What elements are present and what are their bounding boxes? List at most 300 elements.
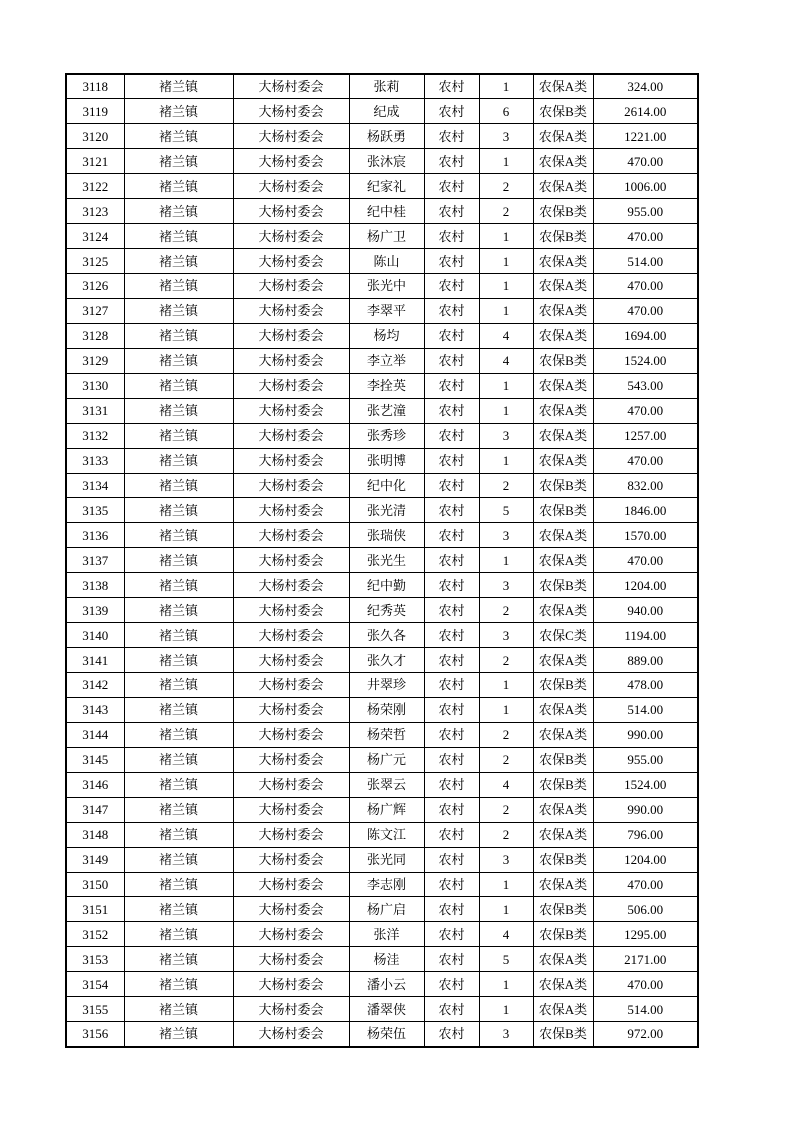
cell-town: 褚兰镇 — [124, 348, 233, 373]
cell-town: 褚兰镇 — [124, 548, 233, 573]
cell-person-count: 2 — [479, 797, 533, 822]
table-row — [66, 847, 698, 872]
table-row — [66, 323, 698, 348]
cell-household-type: 农村 — [424, 323, 479, 348]
cell-village-committee: 大杨村委会 — [233, 548, 349, 573]
cell-town: 褚兰镇 — [124, 249, 233, 274]
cell-sequence-number: 3124 — [66, 224, 124, 249]
cell-village-committee: 大杨村委会 — [233, 972, 349, 997]
cell-village-committee: 大杨村委会 — [233, 473, 349, 498]
cell-person-count: 2 — [479, 473, 533, 498]
cell-person-count: 3 — [479, 623, 533, 648]
cell-household-type: 农村 — [424, 174, 479, 199]
table-row — [66, 598, 698, 623]
cell-amount: 1846.00 — [593, 498, 698, 523]
cell-village-committee: 大杨村委会 — [233, 523, 349, 548]
cell-person-name: 纪成 — [349, 99, 424, 124]
cell-household-type: 农村 — [424, 249, 479, 274]
cell-village-committee: 大杨村委会 — [233, 772, 349, 797]
table-row — [66, 74, 698, 99]
table-row — [66, 573, 698, 598]
cell-person-name: 杨跃勇 — [349, 124, 424, 149]
cell-village-committee: 大杨村委会 — [233, 423, 349, 448]
cell-insurance-class: 农保B类 — [533, 99, 593, 124]
table-row — [66, 897, 698, 922]
cell-insurance-class: 农保A类 — [533, 423, 593, 448]
cell-household-type: 农村 — [424, 398, 479, 423]
table-row — [66, 473, 698, 498]
cell-person-count: 1 — [479, 897, 533, 922]
cell-amount: 2171.00 — [593, 947, 698, 972]
cell-person-count: 3 — [479, 1022, 533, 1047]
cell-sequence-number: 3123 — [66, 199, 124, 224]
cell-town: 褚兰镇 — [124, 947, 233, 972]
cell-insurance-class: 农保B类 — [533, 772, 593, 797]
cell-person-count: 4 — [479, 772, 533, 797]
cell-amount: 1570.00 — [593, 523, 698, 548]
cell-village-committee: 大杨村委会 — [233, 249, 349, 274]
cell-person-name: 杨荣刚 — [349, 697, 424, 722]
cell-household-type: 农村 — [424, 847, 479, 872]
cell-person-name: 杨荣伍 — [349, 1022, 424, 1047]
cell-person-name: 张艺潼 — [349, 398, 424, 423]
cell-amount: 478.00 — [593, 673, 698, 698]
cell-person-count: 1 — [479, 398, 533, 423]
cell-person-count: 1 — [479, 224, 533, 249]
cell-village-committee: 大杨村委会 — [233, 348, 349, 373]
cell-town: 褚兰镇 — [124, 822, 233, 847]
cell-amount: 470.00 — [593, 448, 698, 473]
table-row — [66, 747, 698, 772]
cell-amount: 1524.00 — [593, 348, 698, 373]
cell-town: 褚兰镇 — [124, 598, 233, 623]
cell-sequence-number: 3151 — [66, 897, 124, 922]
cell-person-count: 2 — [479, 722, 533, 747]
cell-town: 褚兰镇 — [124, 922, 233, 947]
table-row — [66, 947, 698, 972]
cell-household-type: 农村 — [424, 274, 479, 299]
cell-village-committee: 大杨村委会 — [233, 922, 349, 947]
cell-household-type: 农村 — [424, 697, 479, 722]
cell-village-committee: 大杨村委会 — [233, 323, 349, 348]
table-row — [66, 648, 698, 673]
cell-person-name: 张光同 — [349, 847, 424, 872]
cell-person-name: 张久各 — [349, 623, 424, 648]
cell-household-type: 农村 — [424, 772, 479, 797]
cell-village-committee: 大杨村委会 — [233, 224, 349, 249]
cell-insurance-class: 农保B类 — [533, 922, 593, 947]
cell-person-count: 2 — [479, 199, 533, 224]
cell-amount: 832.00 — [593, 473, 698, 498]
cell-town: 褚兰镇 — [124, 648, 233, 673]
cell-person-count: 1 — [479, 149, 533, 174]
cell-amount: 972.00 — [593, 1022, 698, 1047]
cell-household-type: 农村 — [424, 124, 479, 149]
cell-amount: 1194.00 — [593, 623, 698, 648]
cell-sequence-number: 3141 — [66, 648, 124, 673]
cell-village-committee: 大杨村委会 — [233, 199, 349, 224]
cell-amount: 470.00 — [593, 872, 698, 897]
cell-person-count: 2 — [479, 174, 533, 199]
cell-person-name: 纪秀英 — [349, 598, 424, 623]
cell-town: 褚兰镇 — [124, 423, 233, 448]
cell-amount: 324.00 — [593, 74, 698, 99]
cell-insurance-class: 农保A类 — [533, 149, 593, 174]
cell-person-name: 杨洼 — [349, 947, 424, 972]
cell-household-type: 农村 — [424, 74, 479, 99]
cell-sequence-number: 3150 — [66, 872, 124, 897]
cell-sequence-number: 3130 — [66, 373, 124, 398]
table-row — [66, 298, 698, 323]
cell-sequence-number: 3134 — [66, 473, 124, 498]
cell-insurance-class: 农保A类 — [533, 298, 593, 323]
cell-town: 褚兰镇 — [124, 623, 233, 648]
cell-household-type: 农村 — [424, 997, 479, 1022]
cell-insurance-class: 农保C类 — [533, 623, 593, 648]
cell-person-name: 纪中桂 — [349, 199, 424, 224]
cell-person-count: 3 — [479, 573, 533, 598]
cell-household-type: 农村 — [424, 648, 479, 673]
cell-sequence-number: 3145 — [66, 747, 124, 772]
cell-amount: 1295.00 — [593, 922, 698, 947]
table-row — [66, 1022, 698, 1047]
table-row — [66, 448, 698, 473]
cell-sequence-number: 3128 — [66, 323, 124, 348]
cell-town: 褚兰镇 — [124, 523, 233, 548]
cell-sequence-number: 3129 — [66, 348, 124, 373]
cell-person-name: 张沐宸 — [349, 149, 424, 174]
cell-sequence-number: 3146 — [66, 772, 124, 797]
cell-person-name: 杨广启 — [349, 897, 424, 922]
cell-town: 褚兰镇 — [124, 747, 233, 772]
cell-amount: 1694.00 — [593, 323, 698, 348]
cell-amount: 1204.00 — [593, 573, 698, 598]
cell-village-committee: 大杨村委会 — [233, 298, 349, 323]
cell-person-name: 李立举 — [349, 348, 424, 373]
cell-person-count: 1 — [479, 74, 533, 99]
cell-town: 褚兰镇 — [124, 997, 233, 1022]
cell-person-count: 2 — [479, 648, 533, 673]
cell-household-type: 农村 — [424, 348, 479, 373]
table-row — [66, 99, 698, 124]
table-row — [66, 174, 698, 199]
cell-town: 褚兰镇 — [124, 872, 233, 897]
cell-person-name: 纪家礼 — [349, 174, 424, 199]
cell-insurance-class: 农保B类 — [533, 897, 593, 922]
cell-town: 褚兰镇 — [124, 298, 233, 323]
cell-town: 褚兰镇 — [124, 498, 233, 523]
cell-household-type: 农村 — [424, 623, 479, 648]
cell-town: 褚兰镇 — [124, 673, 233, 698]
cell-person-name: 陈文江 — [349, 822, 424, 847]
cell-town: 褚兰镇 — [124, 473, 233, 498]
cell-person-name: 张光生 — [349, 548, 424, 573]
cell-amount: 470.00 — [593, 224, 698, 249]
table-row — [66, 922, 698, 947]
cell-sequence-number: 3135 — [66, 498, 124, 523]
cell-amount: 470.00 — [593, 398, 698, 423]
cell-village-committee: 大杨村委会 — [233, 373, 349, 398]
cell-town: 褚兰镇 — [124, 74, 233, 99]
cell-village-committee: 大杨村委会 — [233, 149, 349, 174]
cell-person-name: 杨均 — [349, 323, 424, 348]
cell-household-type: 农村 — [424, 224, 479, 249]
cell-person-count: 1 — [479, 448, 533, 473]
cell-village-committee: 大杨村委会 — [233, 274, 349, 299]
cell-insurance-class: 农保A类 — [533, 274, 593, 299]
records-table-body — [66, 74, 698, 1047]
cell-person-name: 张光中 — [349, 274, 424, 299]
cell-person-name: 张洋 — [349, 922, 424, 947]
table-row — [66, 274, 698, 299]
cell-sequence-number: 3121 — [66, 149, 124, 174]
cell-amount: 470.00 — [593, 149, 698, 174]
cell-sequence-number: 3126 — [66, 274, 124, 299]
cell-household-type: 农村 — [424, 1022, 479, 1047]
cell-amount: 990.00 — [593, 797, 698, 822]
cell-insurance-class: 农保A类 — [533, 648, 593, 673]
cell-village-committee: 大杨村委会 — [233, 947, 349, 972]
table-row — [66, 498, 698, 523]
cell-insurance-class: 农保A类 — [533, 124, 593, 149]
cell-insurance-class: 农保A类 — [533, 448, 593, 473]
table-row — [66, 997, 698, 1022]
cell-amount: 470.00 — [593, 298, 698, 323]
cell-insurance-class: 农保A类 — [533, 872, 593, 897]
cell-household-type: 农村 — [424, 598, 479, 623]
cell-household-type: 农村 — [424, 423, 479, 448]
table-row — [66, 348, 698, 373]
cell-amount: 940.00 — [593, 598, 698, 623]
cell-sequence-number: 3131 — [66, 398, 124, 423]
cell-household-type: 农村 — [424, 523, 479, 548]
table-row — [66, 398, 698, 423]
table-row — [66, 673, 698, 698]
cell-village-committee: 大杨村委会 — [233, 747, 349, 772]
cell-person-name: 杨广辉 — [349, 797, 424, 822]
cell-insurance-class: 农保A类 — [533, 697, 593, 722]
cell-insurance-class: 农保A类 — [533, 523, 593, 548]
cell-insurance-class: 农保A类 — [533, 947, 593, 972]
cell-household-type: 农村 — [424, 548, 479, 573]
cell-insurance-class: 农保A类 — [533, 548, 593, 573]
cell-sequence-number: 3137 — [66, 548, 124, 573]
cell-household-type: 农村 — [424, 947, 479, 972]
table-row — [66, 972, 698, 997]
cell-sequence-number: 3133 — [66, 448, 124, 473]
cell-sequence-number: 3139 — [66, 598, 124, 623]
cell-village-committee: 大杨村委会 — [233, 648, 349, 673]
cell-person-count: 1 — [479, 548, 533, 573]
cell-household-type: 农村 — [424, 473, 479, 498]
cell-person-name: 井翠珍 — [349, 673, 424, 698]
cell-sequence-number: 3132 — [66, 423, 124, 448]
cell-person-name: 张莉 — [349, 74, 424, 99]
cell-village-committee: 大杨村委会 — [233, 822, 349, 847]
cell-sequence-number: 3118 — [66, 74, 124, 99]
cell-person-name: 张秀珍 — [349, 423, 424, 448]
cell-person-count: 1 — [479, 249, 533, 274]
cell-person-name: 杨广卫 — [349, 224, 424, 249]
cell-amount: 514.00 — [593, 997, 698, 1022]
cell-person-count: 4 — [479, 323, 533, 348]
cell-household-type: 农村 — [424, 199, 479, 224]
cell-sequence-number: 3152 — [66, 922, 124, 947]
cell-person-name: 李拴英 — [349, 373, 424, 398]
cell-town: 褚兰镇 — [124, 797, 233, 822]
cell-household-type: 农村 — [424, 498, 479, 523]
cell-person-count: 1 — [479, 872, 533, 897]
table-row — [66, 872, 698, 897]
cell-town: 褚兰镇 — [124, 722, 233, 747]
cell-insurance-class: 农保A类 — [533, 249, 593, 274]
cell-person-name: 李翠平 — [349, 298, 424, 323]
cell-person-count: 1 — [479, 373, 533, 398]
cell-person-name: 李志刚 — [349, 872, 424, 897]
table-row — [66, 772, 698, 797]
cell-person-name: 张光清 — [349, 498, 424, 523]
table-row — [66, 697, 698, 722]
cell-town: 褚兰镇 — [124, 772, 233, 797]
cell-insurance-class: 农保B类 — [533, 673, 593, 698]
cell-insurance-class: 农保A类 — [533, 722, 593, 747]
table-row — [66, 199, 698, 224]
cell-amount: 2614.00 — [593, 99, 698, 124]
cell-sequence-number: 3148 — [66, 822, 124, 847]
cell-household-type: 农村 — [424, 99, 479, 124]
cell-village-committee: 大杨村委会 — [233, 997, 349, 1022]
cell-town: 褚兰镇 — [124, 448, 233, 473]
cell-amount: 1257.00 — [593, 423, 698, 448]
cell-person-name: 杨广元 — [349, 747, 424, 772]
cell-person-count: 6 — [479, 99, 533, 124]
cell-amount: 514.00 — [593, 697, 698, 722]
cell-household-type: 农村 — [424, 722, 479, 747]
cell-sequence-number: 3140 — [66, 623, 124, 648]
cell-amount: 955.00 — [593, 747, 698, 772]
cell-insurance-class: 农保A类 — [533, 598, 593, 623]
cell-village-committee: 大杨村委会 — [233, 99, 349, 124]
cell-insurance-class: 农保A类 — [533, 174, 593, 199]
cell-sequence-number: 3138 — [66, 573, 124, 598]
cell-person-count: 1 — [479, 997, 533, 1022]
cell-person-name: 张久才 — [349, 648, 424, 673]
cell-village-committee: 大杨村委会 — [233, 498, 349, 523]
cell-sequence-number: 3125 — [66, 249, 124, 274]
cell-village-committee: 大杨村委会 — [233, 847, 349, 872]
cell-person-count: 3 — [479, 124, 533, 149]
cell-insurance-class: 农保B类 — [533, 1022, 593, 1047]
table-row — [66, 149, 698, 174]
cell-person-count: 3 — [479, 423, 533, 448]
cell-amount: 955.00 — [593, 199, 698, 224]
table-row — [66, 623, 698, 648]
cell-person-count: 1 — [479, 298, 533, 323]
cell-amount: 796.00 — [593, 822, 698, 847]
cell-sequence-number: 3156 — [66, 1022, 124, 1047]
cell-insurance-class: 农保A类 — [533, 373, 593, 398]
cell-household-type: 农村 — [424, 373, 479, 398]
cell-sequence-number: 3119 — [66, 99, 124, 124]
cell-town: 褚兰镇 — [124, 897, 233, 922]
cell-household-type: 农村 — [424, 872, 479, 897]
cell-household-type: 农村 — [424, 448, 479, 473]
cell-village-committee: 大杨村委会 — [233, 573, 349, 598]
table-row — [66, 224, 698, 249]
cell-amount: 1204.00 — [593, 847, 698, 872]
cell-amount: 470.00 — [593, 548, 698, 573]
cell-town: 褚兰镇 — [124, 199, 233, 224]
cell-village-committee: 大杨村委会 — [233, 598, 349, 623]
cell-person-count: 1 — [479, 274, 533, 299]
table-row — [66, 722, 698, 747]
table-row — [66, 548, 698, 573]
cell-sequence-number: 3142 — [66, 673, 124, 698]
cell-amount: 506.00 — [593, 897, 698, 922]
cell-person-count: 5 — [479, 947, 533, 972]
cell-town: 褚兰镇 — [124, 398, 233, 423]
cell-person-count: 2 — [479, 598, 533, 623]
cell-village-committee: 大杨村委会 — [233, 673, 349, 698]
cell-household-type: 农村 — [424, 298, 479, 323]
cell-household-type: 农村 — [424, 797, 479, 822]
cell-sequence-number: 3154 — [66, 972, 124, 997]
cell-village-committee: 大杨村委会 — [233, 722, 349, 747]
cell-insurance-class: 农保B类 — [533, 473, 593, 498]
cell-town: 褚兰镇 — [124, 274, 233, 299]
cell-person-name: 张瑞侠 — [349, 523, 424, 548]
cell-amount: 1006.00 — [593, 174, 698, 199]
cell-person-name: 纪中勤 — [349, 573, 424, 598]
cell-person-count: 3 — [479, 523, 533, 548]
cell-insurance-class: 农保A类 — [533, 323, 593, 348]
cell-person-count: 4 — [479, 348, 533, 373]
cell-insurance-class: 农保B类 — [533, 573, 593, 598]
cell-village-committee: 大杨村委会 — [233, 623, 349, 648]
cell-amount: 889.00 — [593, 648, 698, 673]
pension-roster-table — [65, 73, 699, 1048]
cell-amount: 1524.00 — [593, 772, 698, 797]
cell-village-committee: 大杨村委会 — [233, 74, 349, 99]
cell-person-name: 潘小云 — [349, 972, 424, 997]
cell-amount: 470.00 — [593, 972, 698, 997]
cell-household-type: 农村 — [424, 573, 479, 598]
cell-town: 褚兰镇 — [124, 124, 233, 149]
table-row — [66, 822, 698, 847]
cell-person-count: 4 — [479, 922, 533, 947]
cell-insurance-class: 农保B类 — [533, 847, 593, 872]
cell-household-type: 农村 — [424, 822, 479, 847]
table-row — [66, 523, 698, 548]
cell-village-committee: 大杨村委会 — [233, 797, 349, 822]
cell-insurance-class: 农保B类 — [533, 224, 593, 249]
cell-insurance-class: 农保B类 — [533, 747, 593, 772]
cell-insurance-class: 农保A类 — [533, 822, 593, 847]
cell-village-committee: 大杨村委会 — [233, 124, 349, 149]
cell-village-committee: 大杨村委会 — [233, 897, 349, 922]
cell-person-name: 陈山 — [349, 249, 424, 274]
cell-town: 褚兰镇 — [124, 224, 233, 249]
cell-household-type: 农村 — [424, 673, 479, 698]
cell-amount: 470.00 — [593, 274, 698, 299]
cell-village-committee: 大杨村委会 — [233, 174, 349, 199]
table-row — [66, 373, 698, 398]
cell-insurance-class: 农保A类 — [533, 398, 593, 423]
cell-person-count: 1 — [479, 972, 533, 997]
cell-person-count: 1 — [479, 697, 533, 722]
cell-person-name: 张翠云 — [349, 772, 424, 797]
cell-town: 褚兰镇 — [124, 697, 233, 722]
